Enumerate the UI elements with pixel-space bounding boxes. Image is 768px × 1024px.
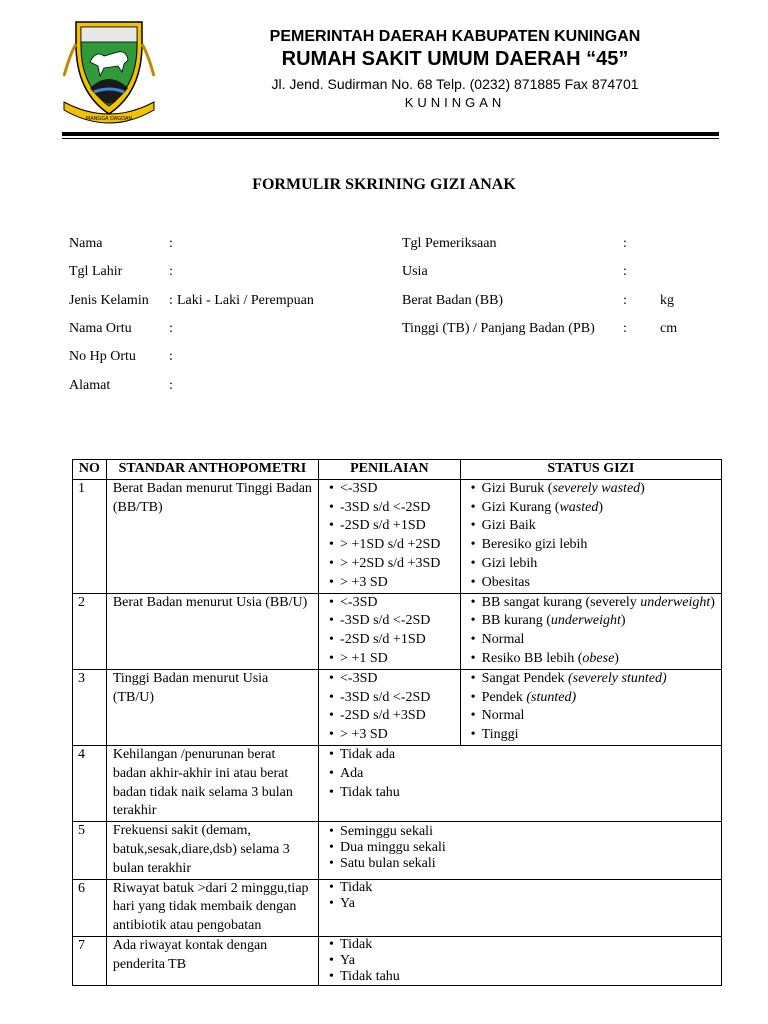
label-no-hp-ortu: No Hp Ortu: [69, 349, 136, 364]
penilaian-option[interactable]: • -3SD s/d <-2SD: [325, 612, 454, 631]
label-alamat: Alamat: [69, 378, 111, 393]
header-penilaian: PENILAIAN: [319, 460, 461, 480]
kabupaten-kuningan-emblem: [60, 14, 158, 134]
status-option[interactable]: • Gizi Buruk (severely wasted): [467, 480, 715, 499]
penilaian-option[interactable]: • <-3SD: [325, 670, 454, 689]
penilaian-option[interactable]: • -2SD s/d +3SD: [325, 707, 454, 726]
screening-table: [72, 459, 722, 986]
svg-text:MANGGA DAGOAN: MANGGA DAGOAN: [85, 116, 133, 122]
label-berat-badan: Berat Badan (BB): [402, 293, 504, 308]
row-no: 3: [73, 669, 107, 745]
status-option[interactable]: • Normal: [467, 631, 715, 650]
row-no: 4: [73, 745, 107, 821]
penilaian-option[interactable]: • <-3SD: [325, 480, 454, 499]
status-option[interactable]: • Obesitas: [467, 574, 715, 593]
label-tgl-lahir: Tgl Lahir: [69, 264, 123, 279]
label-usia: Usia: [402, 264, 428, 279]
colon: :: [169, 264, 173, 279]
colon: :: [169, 321, 173, 336]
colon: :: [169, 349, 173, 364]
row-standar: Berat Badan menurut Tinggi Badan (BB/TB): [106, 479, 318, 593]
penilaian-option[interactable]: • -3SD s/d <-2SD: [325, 499, 454, 518]
answer-option[interactable]: • Tidak: [325, 880, 715, 896]
status-option[interactable]: • BB sangat kurang (severely underweight): [467, 594, 715, 613]
status-option[interactable]: • BB kurang (underweight): [467, 612, 715, 631]
header-status-gizi: STATUS GIZI: [460, 460, 721, 480]
gender-options[interactable]: Laki - Laki / Perempuan: [177, 293, 314, 308]
row-options: [319, 822, 722, 879]
row-standar: Tinggi Badan menurut Usia (TB/U): [106, 669, 318, 745]
penilaian-option[interactable]: • > +2SD s/d +3SD: [325, 555, 454, 574]
header-hospital-name: RUMAH SAKIT UMUM DAERAH “45”: [281, 48, 629, 70]
status-option[interactable]: • Sangat Pendek (severely stunted): [467, 670, 715, 689]
form-title: FORMULIR SKRINING GIZI ANAK: [252, 176, 516, 193]
row-status: [460, 669, 721, 745]
status-option[interactable]: • Resiko BB lebih (obese): [467, 650, 715, 669]
colon: :: [623, 264, 627, 279]
answer-option[interactable]: • Satu bulan sekali: [325, 856, 715, 872]
colon: :: [623, 321, 627, 336]
status-option[interactable]: • Tinggi: [467, 726, 715, 745]
colon: :: [623, 293, 627, 308]
row-options: [319, 745, 722, 821]
row-no: 7: [73, 936, 107, 985]
header-divider-thick: [62, 132, 719, 136]
penilaian-option[interactable]: • -2SD s/d +1SD: [325, 517, 454, 536]
penilaian-option[interactable]: • > +3 SD: [325, 726, 454, 745]
label-nama: Nama: [69, 236, 103, 251]
status-option[interactable]: • Gizi Baik: [467, 517, 715, 536]
table-header-row: [73, 460, 722, 480]
status-option[interactable]: • Gizi lebih: [467, 555, 715, 574]
colon: :: [623, 236, 627, 251]
unit-cm: cm: [660, 321, 678, 336]
row-standar: Ada riwayat kontak dengan penderita TB: [106, 936, 318, 985]
table-row: [73, 479, 722, 593]
answer-option[interactable]: • Dua minggu sekali: [325, 840, 715, 856]
header-city: KUNINGAN: [404, 95, 506, 110]
status-option[interactable]: • Beresiko gizi lebih: [467, 536, 715, 555]
row-no: 5: [73, 822, 107, 879]
row-no: 6: [73, 879, 107, 936]
penilaian-option[interactable]: • -3SD s/d <-2SD: [325, 689, 454, 708]
colon: :: [169, 293, 173, 308]
row-penilaian: [319, 593, 461, 669]
table-row: [73, 822, 722, 879]
row-options: [319, 879, 722, 936]
answer-option[interactable]: • Ya: [325, 953, 715, 969]
table-row: [73, 745, 722, 821]
header-government: PEMERINTAH DAERAH KABUPATEN KUNINGAN: [269, 28, 641, 45]
answer-option[interactable]: • Seminggu sekali: [325, 824, 715, 840]
row-no: 1: [73, 479, 107, 593]
penilaian-option[interactable]: • > +3 SD: [325, 574, 454, 593]
colon: :: [169, 378, 173, 393]
answer-option[interactable]: • Tidak: [325, 937, 715, 953]
label-nama-ortu: Nama Ortu: [69, 321, 132, 336]
row-standar: Frekuensi sakit (demam, batuk,sesak,diare,dsb) selama 3 bulan terakhir: [106, 822, 318, 879]
header-address: Jl. Jend. Sudirman No. 68 Telp. (0232) 871885 Fax 874701: [271, 76, 639, 92]
colon: :: [169, 236, 173, 251]
row-standar: Riwayat batuk >dari 2 minggu,tiap hari yang tidak membaik dengan antibiotik atau pengobatan: [106, 879, 318, 936]
unit-kg: kg: [660, 293, 674, 308]
row-status: [460, 593, 721, 669]
penilaian-option[interactable]: • -2SD s/d +1SD: [325, 631, 454, 650]
label-tgl-pemeriksaan: Tgl Pemeriksaan: [402, 236, 497, 251]
row-options: [319, 936, 722, 985]
header-divider-thin: [62, 138, 719, 139]
penilaian-option[interactable]: • <-3SD: [325, 594, 454, 613]
status-option[interactable]: • Pendek (stunted): [467, 689, 715, 708]
table-row: [73, 669, 722, 745]
answer-option[interactable]: • Ada: [325, 765, 715, 784]
row-status: [460, 479, 721, 593]
penilaian-option[interactable]: • > +1 SD: [325, 650, 454, 669]
penilaian-option[interactable]: • > +1SD s/d +2SD: [325, 536, 454, 555]
table-row: [73, 936, 722, 985]
header-no: NO: [73, 460, 107, 480]
row-no: 2: [73, 593, 107, 669]
label-tinggi-badan: Tinggi (TB) / Panjang Badan (PB): [402, 321, 595, 336]
status-option[interactable]: • Normal: [467, 707, 715, 726]
status-option[interactable]: • Gizi Kurang (wasted): [467, 499, 715, 518]
row-standar: Kehilangan /penurunan berat badan akhir-akhir ini atau berat badan tidak naik selama 3 bulan terakhir: [106, 745, 318, 821]
answer-option[interactable]: • Tidak tahu: [325, 969, 715, 985]
answer-option[interactable]: • Ya: [325, 896, 715, 912]
table-row: [73, 593, 722, 669]
table-row: [73, 879, 722, 936]
answer-option[interactable]: • Tidak tahu: [325, 784, 715, 803]
header-standar: STANDAR ANTHOPOMETRI: [106, 460, 318, 480]
label-jenis-kelamin: Jenis Kelamin: [69, 293, 149, 308]
row-penilaian: [319, 669, 461, 745]
answer-option[interactable]: • Tidak ada: [325, 746, 715, 765]
row-standar: Berat Badan menurut Usia (BB/U): [106, 593, 318, 669]
row-penilaian: [319, 479, 461, 593]
